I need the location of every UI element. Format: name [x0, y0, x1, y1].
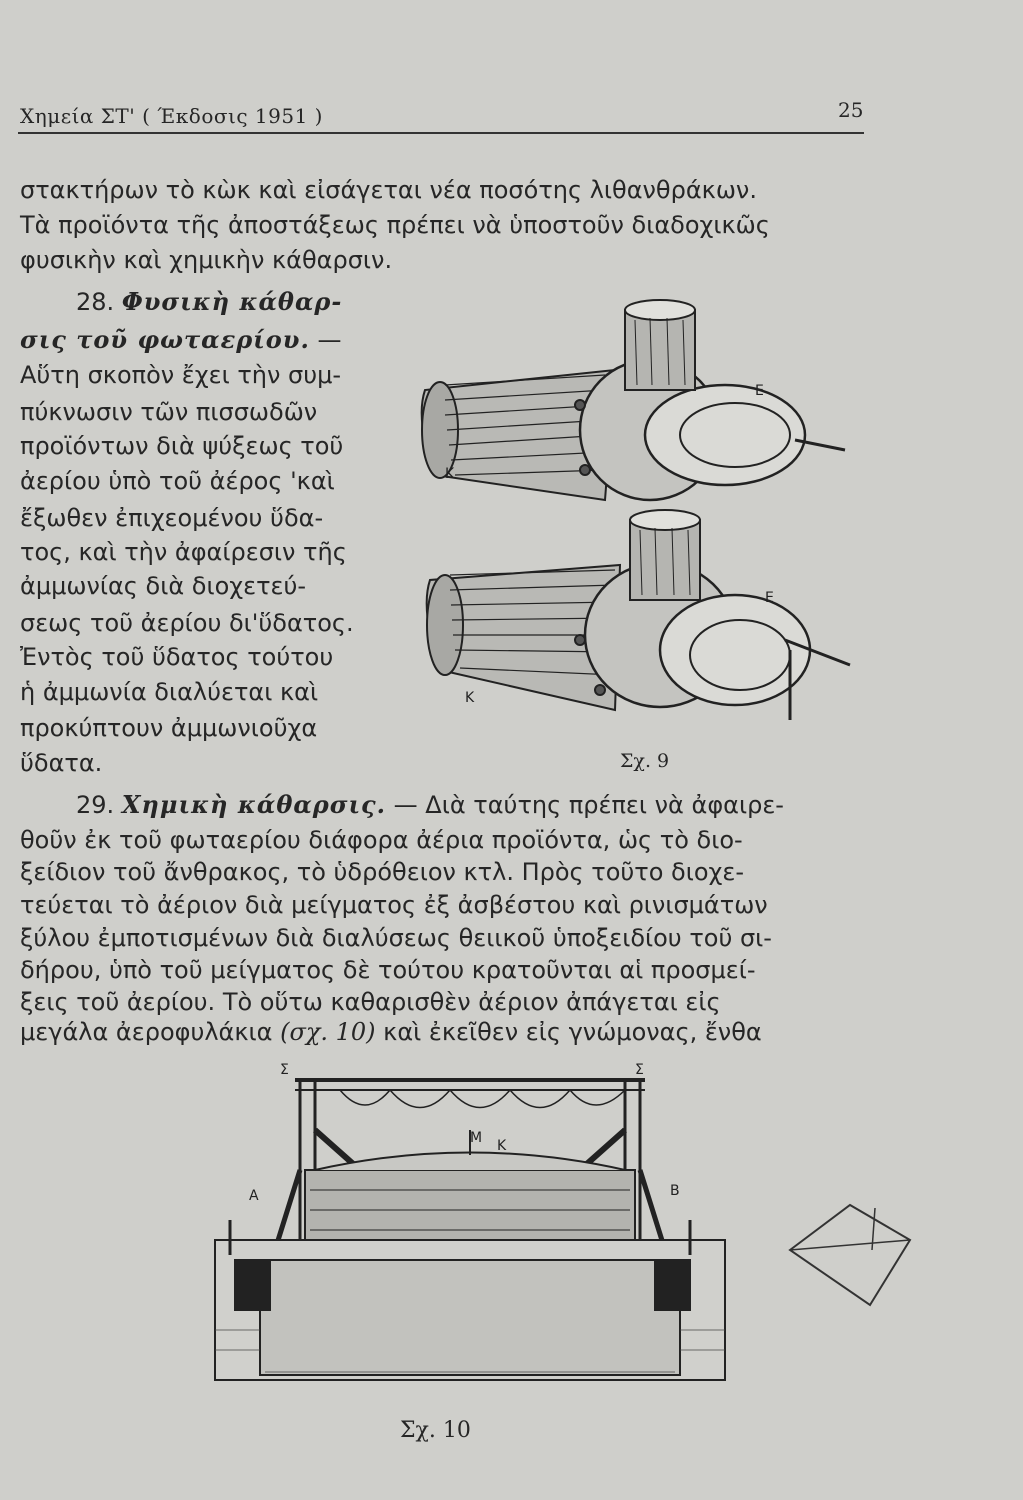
body-text: καὶ ἐκεῖθεν εἰς γνώμονας, ἔνθα [375, 1018, 762, 1046]
intro-line: στακτήρων τὸ κὼκ καὶ εἰσάγεται νέα ποσότης λιθανθράκων. [20, 176, 757, 204]
running-header-title: Χημεία ΣΤ' ( Έκδοσις 1951 ) [20, 104, 323, 128]
body-line-last [20, 1017, 762, 1047]
body-line: τος, καὶ τὴν ἀφαίρεσιν τῆς [20, 538, 347, 566]
label-s-right: Σ [635, 1062, 644, 1078]
upper-cylinder-drawing [422, 300, 845, 500]
body-line: πύκνωσιν τῶν πισσωδῶν [20, 398, 318, 426]
body-line: ἡ ἀμμωνία διαλύεται καὶ [20, 678, 319, 706]
body-line: ὕδατα. [20, 749, 103, 777]
figure-10-illustration [185, 1060, 745, 1390]
section-28-heading-line1 [76, 287, 342, 317]
intro-line: φυσικὴν καὶ χημικὴν κάθαρσιν. [20, 246, 393, 274]
label-k-upper: Κ [445, 466, 455, 482]
section-number: 29. [76, 791, 115, 819]
figure-9-caption: Σχ. 9 [620, 750, 670, 772]
body-line: προκύπτουν ἀμμωνιοῦχα [20, 714, 318, 742]
body-line: δήρου, ὑπὸ τοῦ μείγματος δὲ τούτου κρατοῦνται αἱ προσμεί- [20, 956, 756, 984]
body-line: Αὕτη σκοπὸν ἔχει τὴν συμ- [20, 361, 342, 389]
figure-9-illustration [405, 290, 865, 760]
gasholder-drawing [215, 1080, 725, 1380]
page-number: 25 [838, 98, 864, 122]
intro-line: Τὰ προϊόντα τῆς ἀποστάξεως πρέπει νὰ ὑποστοῦν διαδοχικῶς [20, 211, 770, 239]
body-line: ἀμμωνίας διὰ διοχετεύ- [20, 572, 307, 600]
heading-dash: — [309, 326, 342, 354]
figure-reference: (σχ. 10) [280, 1018, 376, 1046]
body-line: τεύεται τὸ ἀέριον διὰ μείγματος ἐξ ἀσβέστου καὶ ρινισμάτων [20, 891, 768, 919]
section-heading: Φυσικὴ κάθαρ- [121, 287, 343, 316]
body-line: προϊόντων διὰ ψύξεως τοῦ [20, 432, 344, 460]
label-e-lower: Ε [765, 590, 774, 606]
body-line: Ἐντὸς τοῦ ὕδατος τούτου [20, 643, 334, 671]
section-29-first-line [76, 790, 784, 820]
body-line: ξύλου ἐμποτισμένων διὰ διαλύσεως θειικοῦ ὑποξειδίου τοῦ σι- [20, 924, 772, 952]
body-text: μεγάλα ἀεροφυλάκια [20, 1018, 281, 1046]
section-heading: σις τοῦ φωταερίου. [20, 325, 310, 354]
lower-cylinder-drawing [427, 510, 850, 720]
label-a: Α [249, 1188, 259, 1204]
label-b: Β [670, 1183, 680, 1199]
body-line: ἔξωθεν ἐπιχεομένου ὕδα- [20, 504, 324, 532]
section-heading: Χημικὴ κάθαρσις. [121, 790, 387, 819]
body-line: ξείδιον τοῦ ἄνθρακος, τὸ ὑδρόθειον κτλ. Πρὸς τοῦτο διοχε- [20, 858, 745, 886]
label-m: Μ [470, 1130, 483, 1146]
body-line: θοῦν ἐκ τοῦ φωταερίου διάφορα ἀέρια προϊόντα, ὡς τὸ διο- [20, 826, 743, 854]
body-line: ἀερίου ὑπὸ τοῦ ἀέρος 'καὶ [20, 467, 335, 495]
body-text: — Διὰ ταύτης πρέπει νὰ ἀφαιρε- [393, 791, 784, 819]
label-s-left: Σ [280, 1062, 289, 1078]
label-k-lower: Κ [465, 690, 475, 706]
body-line: σεως τοῦ ἀερίου δι'ὕδατος. [20, 609, 354, 637]
header-rule [18, 132, 864, 134]
section-28-heading-line2 [20, 325, 341, 355]
pencil-mark-drawing [780, 1200, 920, 1310]
label-k: Κ [497, 1138, 507, 1154]
section-number: 28. [76, 288, 115, 316]
figure-10-caption: Σχ. 10 [400, 1418, 471, 1443]
body-line: ξεις τοῦ ἀερίου. Τὸ οὕτω καθαρισθὲν ἀέριον ἀπάγεται εἰς [20, 988, 721, 1016]
label-e-upper: Ε [755, 383, 764, 399]
